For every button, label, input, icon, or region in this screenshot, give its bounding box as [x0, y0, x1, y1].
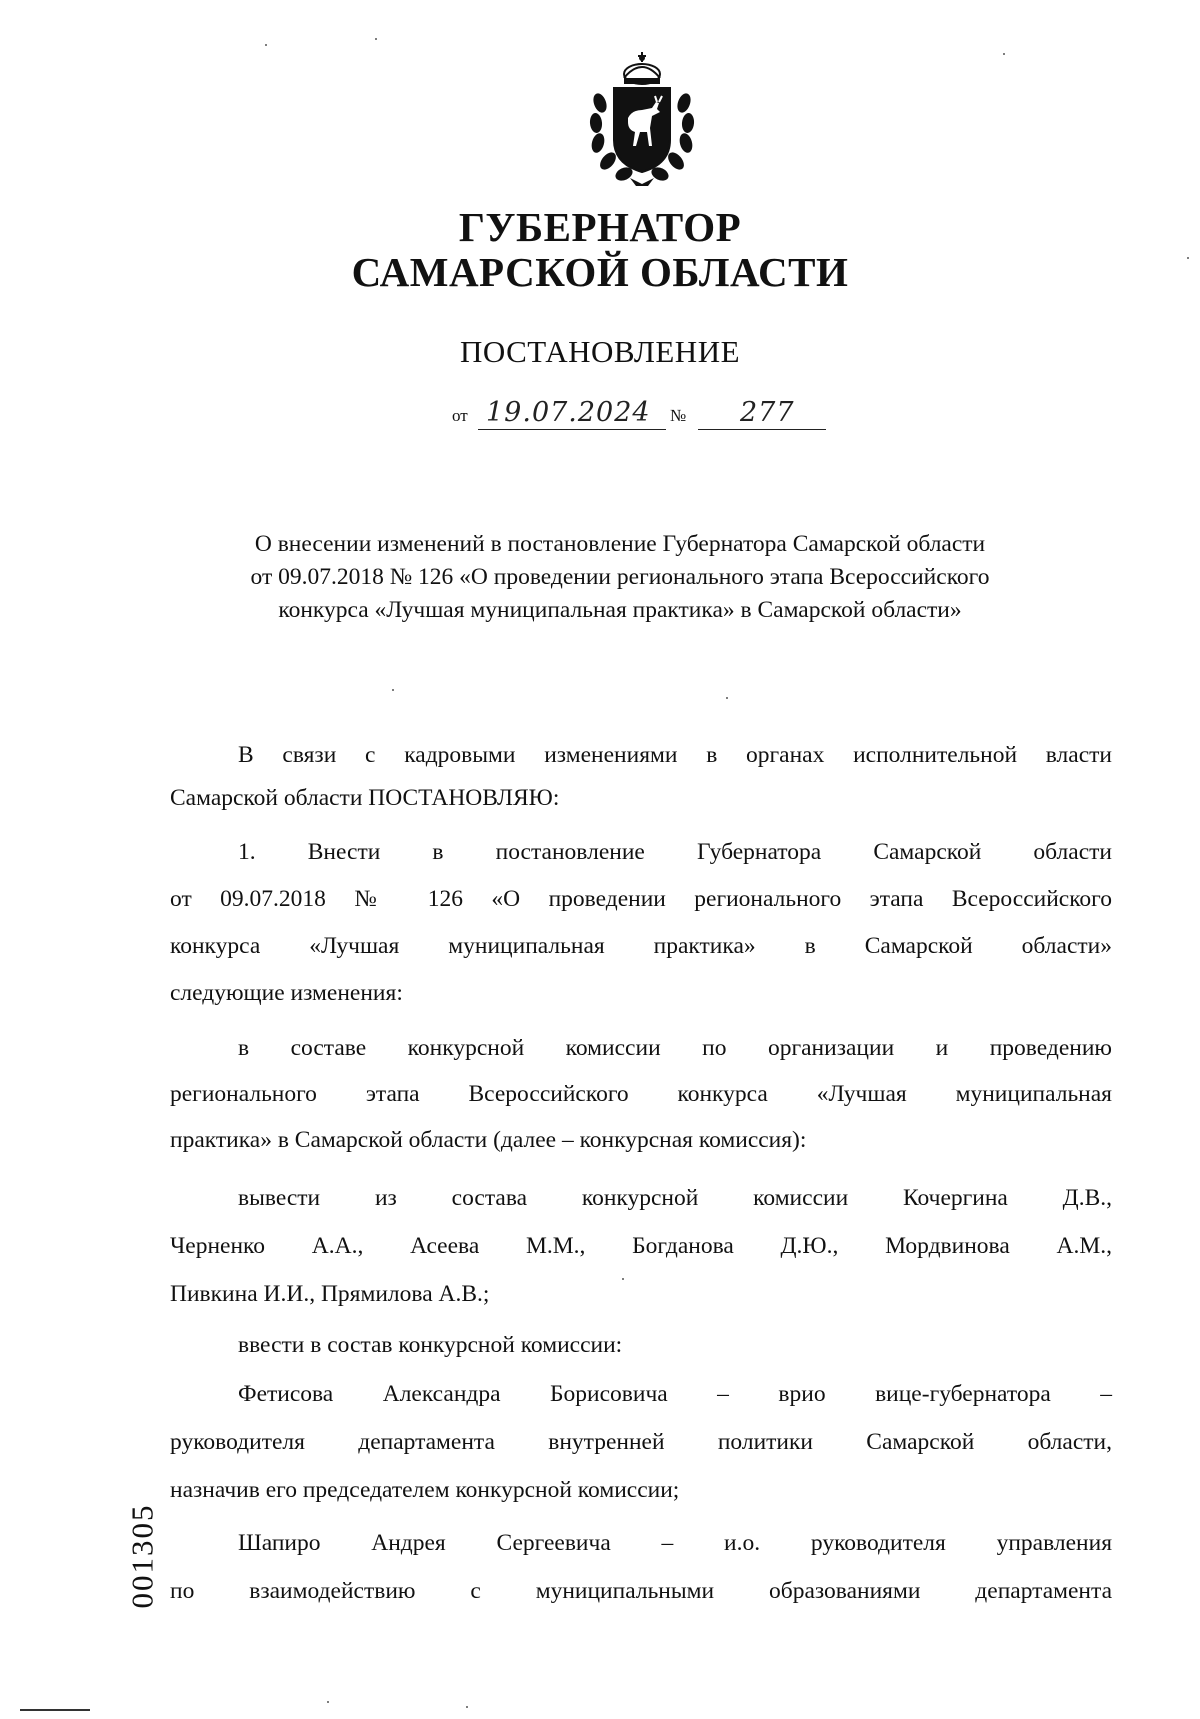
text-line: следующие изменения: [170, 980, 403, 1006]
handwritten-date: 19.07.2024 [486, 397, 651, 428]
text-line: Черненко А.А., Асеева М.М., Богданова Д.Ю., Мордвинова А.М., [170, 1233, 1112, 1259]
document-subject [160, 528, 1080, 627]
side-registration-number: 001305 [124, 1503, 160, 1609]
text-line: назначив его председателем конкурсной комиссии; [170, 1477, 680, 1503]
coat-of-arms-icon [582, 48, 702, 188]
text-line: ввести в состав конкурсной комиссии: [238, 1332, 623, 1358]
text-line: руководителя департамента внутренней политики Самарской области, [170, 1429, 1112, 1455]
text-line: Фетисова Александра Борисовича – врио вице-губернатора – [238, 1381, 1112, 1407]
text-line: 1. Внести в постановление Губернатора Самарской области [238, 839, 1112, 865]
date-number-line [452, 392, 842, 432]
paragraph-member-shapiro [170, 1519, 1112, 1615]
text-line: практика» в Самарской области (далее – конкурсная комиссия): [170, 1127, 807, 1153]
scan-speck [1003, 53, 1005, 55]
crown-icon [624, 52, 660, 84]
number-underline [698, 429, 826, 430]
text-line: В связи с кадровыми изменениями в органах исполнительной власти [238, 742, 1112, 768]
paragraph-remove-members [170, 1174, 1112, 1318]
text-line: Самарской области ПОСТАНОВЛЯЮ: [170, 785, 560, 811]
scan-speck [726, 697, 728, 699]
scan-speck [466, 1706, 468, 1708]
text-line: в составе конкурсной комиссии по организации и проведению [238, 1035, 1112, 1061]
text-line: Пивкина И.И., Прямилова А.В.; [170, 1281, 490, 1307]
date-from-label: от [452, 406, 468, 425]
text-line: Шапиро Андрея Сергеевича – и.о. руководителя управления [238, 1530, 1112, 1556]
subject-line: конкурса «Лучшая муниципальная практика» в Самарской области» [278, 597, 962, 623]
paragraph-add-members [170, 1322, 1112, 1368]
authority-title-line1: ГУБЕРНАТОР [458, 204, 742, 250]
paragraph-commission-composition [170, 1025, 1112, 1163]
text-line: регионального этапа Всероссийского конкурса «Лучшая муниципальная [170, 1081, 1112, 1107]
scan-speck [622, 1278, 624, 1280]
number-label: № [670, 406, 687, 425]
authority-title-line2: САМАРСКОЙ ОБЛАСТИ [351, 249, 849, 295]
paragraph-clause-1 [170, 829, 1112, 1017]
text-line: конкурса «Лучшая муниципальная практика» в Самарской области» [170, 933, 1112, 959]
scan-speck [375, 38, 377, 40]
document-type: ПОСТАНОВЛЕНИЕ [459, 334, 741, 369]
scan-speck [265, 44, 267, 46]
text-line: вывести из состава конкурсной комиссии Кочергина Д.В., [238, 1185, 1112, 1211]
subject-line: О внесении изменений в постановление Губернатора Самарской области [254, 531, 986, 557]
scan-speck [392, 689, 394, 691]
date-underline [478, 429, 666, 430]
paragraph-preamble [170, 734, 1112, 820]
subject-line: от 09.07.2018 № 126 «О проведении регионального этапа Всероссийского [250, 564, 990, 590]
text-line: по взаимодействию с муниципальными образованиями департамента [170, 1578, 1112, 1604]
scan-speck [1187, 257, 1189, 259]
scan-speck [327, 1701, 329, 1703]
text-line: от 09.07.2018 № 126 «О проведении регионального этапа Всероссийского [170, 886, 1112, 912]
handwritten-number: 277 [740, 397, 795, 428]
footer-mark [20, 1709, 90, 1711]
paragraph-member-fetisov [170, 1370, 1112, 1514]
